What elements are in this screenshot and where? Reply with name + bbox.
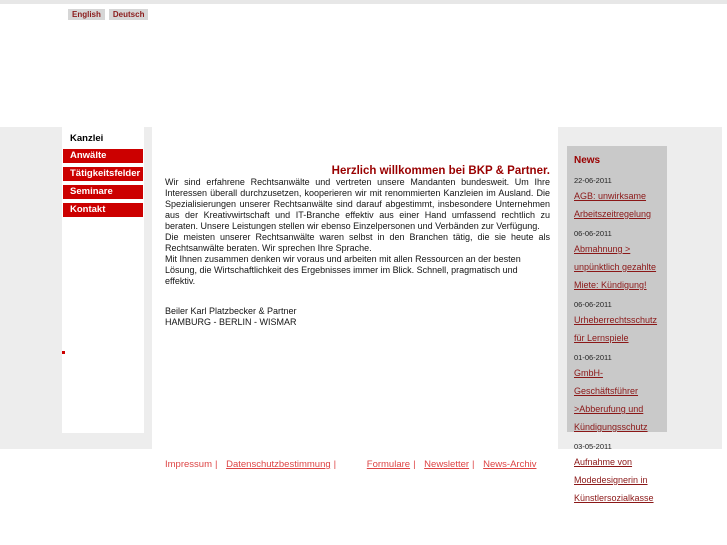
- left-background-band: [0, 127, 152, 449]
- news-item-date: 03-05-2011: [574, 442, 612, 451]
- news-item: [574, 300, 662, 346]
- footer-link-datenschutzbestimmung[interactable]: Datenschutzbestimmung: [226, 459, 331, 470]
- news-item: [574, 442, 662, 506]
- red-dot-marker: [62, 351, 65, 354]
- footer-links: [165, 459, 536, 470]
- news-item: [574, 353, 662, 435]
- language-bar: [68, 9, 148, 20]
- intro-paragraph-2: Die meisten unserer Rechtsanwälte waren selbst in den Branchen tätig, die sie heute als Rechtsanwälte beraten. Wir sprechen Ihre Sprache.: [165, 232, 550, 253]
- news-heading: News: [574, 155, 601, 166]
- page-title: Herzlich willkommen bei BKP & Partner.: [331, 165, 550, 177]
- news-panel: [567, 146, 667, 503]
- signature-firm-name: Beiler Karl Platzbecker & Partner: [165, 306, 297, 316]
- footer-separator: |: [214, 459, 218, 470]
- sidebar-item-kontakt[interactable]: Kontakt: [63, 203, 143, 217]
- news-item-link[interactable]: AGB: unwirksame Arbeitszeitregelung: [574, 191, 652, 219]
- sidebar-item-kanzlei[interactable]: Kanzlei: [70, 133, 104, 144]
- signature-locations: HAMBURG - BERLIN - WISMAR: [165, 317, 297, 327]
- sidebar-item-anwaelte[interactable]: Anwälte: [63, 149, 143, 163]
- news-item: [574, 176, 662, 222]
- news-item: [574, 229, 662, 293]
- news-item-link[interactable]: Abmahnung > unpünktlich gezahlte Miete: Kündigung!: [574, 244, 657, 290]
- lang-english-button[interactable]: English: [68, 9, 105, 20]
- news-item-link[interactable]: GmbH-Geschäftsführer >Abberufung und Kündigungsschutz: [574, 368, 648, 432]
- intro-paragraph-3: Mit Ihnen zusammen denken wir voraus und arbeiten mit allen Ressourcen an der besten Lösung, die Wirtschaftlichkeit des Ergebnisses immer im Blick. Schnell, pragmatisch und effektiv.: [165, 254, 521, 286]
- sidebar-item-taetigkeitsfelder[interactable]: Tätigkeitsfelder: [63, 167, 143, 181]
- news-item-date: 22-06-2011: [574, 176, 612, 185]
- footer-link-news-archiv[interactable]: News-Archiv: [483, 459, 537, 470]
- main-content: [152, 127, 558, 449]
- intro-paragraph-1: Wir sind erfahrene Rechtsanwälte und vertreten unsere Mandanten bundesweit. Um Ihre Interessen überall durchzusetzen, kooperieren wir mit renommierten Kanzleien im Ausland. Die Spezialisierungen unserer Rechtsanwälte sind darauf abgestimmt, insbesondere Unternehmen aus der Kreativwirtschaft und IT-Branche effektiv aus einer Hand umfassend rechtlich zu beraten. Unsere Leistungen stellen wir ebenso Einzelpersonen und Verbänden zur Verfügung.: [165, 177, 550, 231]
- sidebar-item-seminare[interactable]: Seminare: [63, 185, 143, 199]
- footer-link-formulare[interactable]: Formulare: [366, 459, 411, 470]
- top-border-strip: [0, 0, 727, 4]
- lang-deutsch-button[interactable]: Deutsch: [109, 9, 149, 20]
- footer-separator: |: [333, 459, 337, 470]
- right-background-band: [558, 127, 722, 503]
- news-item-date: 06-06-2011: [574, 300, 612, 309]
- footer-separator: |: [472, 459, 475, 470]
- footer-separator: |: [413, 459, 416, 470]
- signature-block: [165, 306, 550, 328]
- footer-link-impressum[interactable]: Impressum: [165, 459, 212, 470]
- news-item-link[interactable]: Urheberrechtsschutz für Lernspiele: [574, 315, 658, 343]
- sidebar: [62, 127, 144, 433]
- news-item-date: 01-06-2011: [574, 353, 612, 362]
- footer-link-newsletter[interactable]: Newsletter: [424, 459, 470, 470]
- news-item-link[interactable]: Aufnahme von Modedesignerin in Künstlersozialkasse: [574, 457, 654, 503]
- news-item-date: 06-06-2011: [574, 229, 612, 238]
